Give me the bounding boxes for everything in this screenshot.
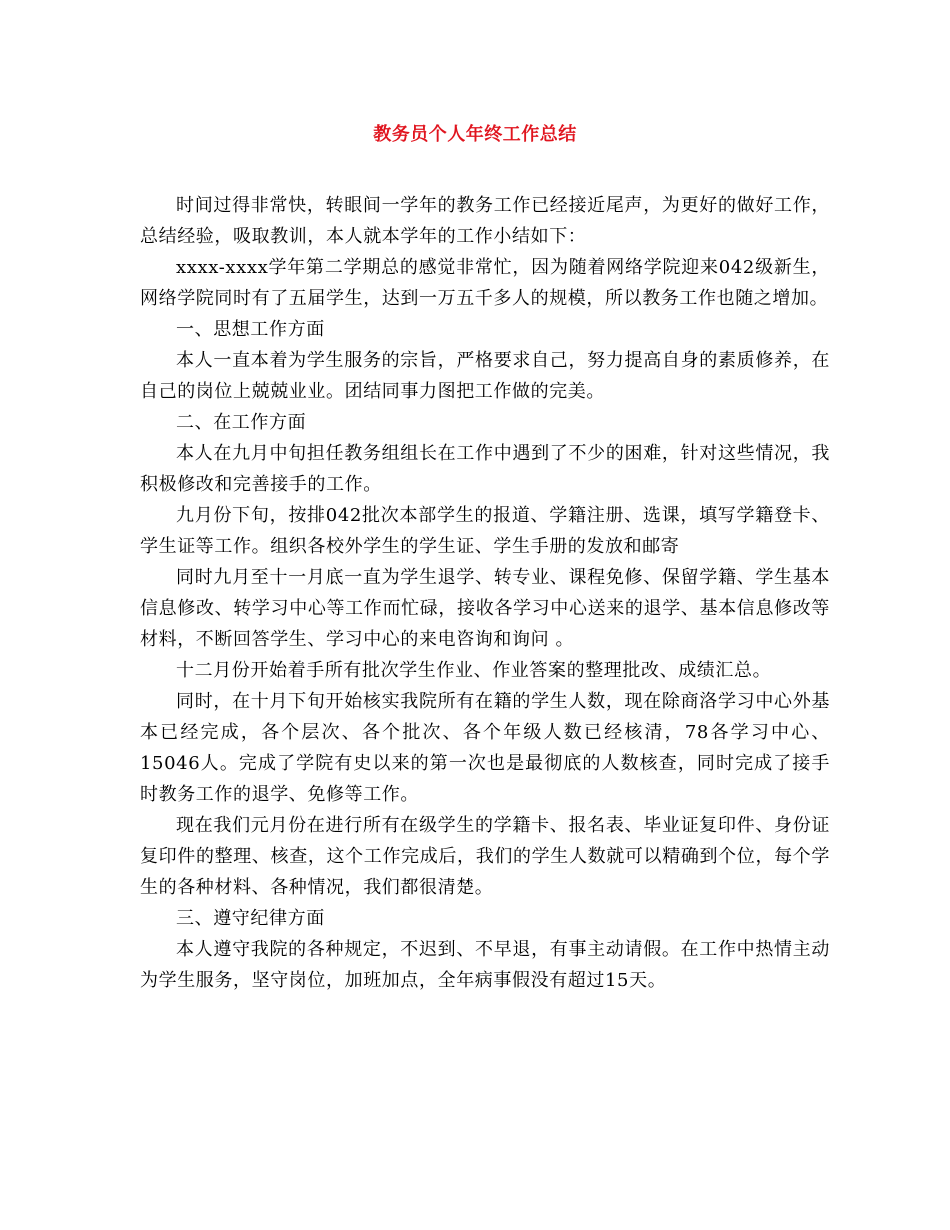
paragraph-work-leader: 本人在九月中旬担任教务组组长在工作中遇到了不少的困难，针对这些情况，我积极修改和完善接手的工作。 (140, 443, 830, 495)
paragraph-thought: 本人一直本着为学生服务的宗旨，严格要求自己，努力提高自身的素质修养，在自己的岗位上兢兢业业。团结同事力图把工作做的完美。 (140, 350, 830, 402)
paragraph-work-september: 九月份下旬，按排042批次本部学生的报道、学籍注册、选课，填写学籍登卡、学生证等工作。组织各校外学生的学生证、学生手册的发放和邮寄 (140, 505, 830, 557)
paragraph-work-sep-nov: 同时九月至十一月底一直为学生退学、转专业、课程免修、保留学籍、学生基本信息修改、转学习中心等工作而忙碌，接收各学习中心送来的退学、基本信息修改等材料，不断回答学生、学习中心的来电咨询和询问 。 (140, 567, 830, 650)
paragraph-discipline: 本人遵守我院的各种规定，不迟到、不早退，有事主动请假。在工作中热情主动为学生服务，坚守岗位，加班加点，全年病事假没有超过15天。 (140, 939, 830, 991)
paragraph-work-december: 十二月份开始着手所有批次学生作业、作业答案的整理批改、成绩汇总。 (176, 660, 772, 681)
paragraph-work-verification: 同时，在十月下旬开始核实我院所有在籍的学生人数，现在除商洛学习中心外基本已经完成，各个层次、各个批次、各个年级人数已经核清，78各学习中心、15046人。完成了学院有史以来的第一次也是最彻底的人数核查，同时完成了接手时教务工作的退学、免修等工作。 (140, 691, 830, 805)
section-heading-discipline: 三、遵守纪律方面 (176, 908, 325, 929)
document-title: 教务员个人年终工作总结 (373, 124, 577, 145)
paragraph-intro: 时间过得非常快，转眼间一学年的教务工作已经接近尾声，为更好的做好工作，总结经验，吸取教训，本人就本学年的工作小结如下： (140, 195, 830, 247)
document-body (140, 190, 830, 996)
paragraph-work-january: 现在我们元月份在进行所有在级学生的学籍卡、报名表、毕业证复印件、身份证复印件的整理、核查，这个工作完成后，我们的学生人数就可以精确到个位，每个学生的各种材料、各种情况，我们都很清楚。 (140, 815, 830, 898)
section-heading-work: 二、在工作方面 (176, 412, 307, 433)
paragraph-semester: xxxx-xxxx学年第二学期总的感觉非常忙，因为随着网络学院迎来042级新生，网络学院同时有了五届学生，达到一万五千多人的规模，所以教务工作也随之增加。 (140, 257, 830, 309)
section-heading-thought: 一、思想工作方面 (176, 319, 325, 340)
